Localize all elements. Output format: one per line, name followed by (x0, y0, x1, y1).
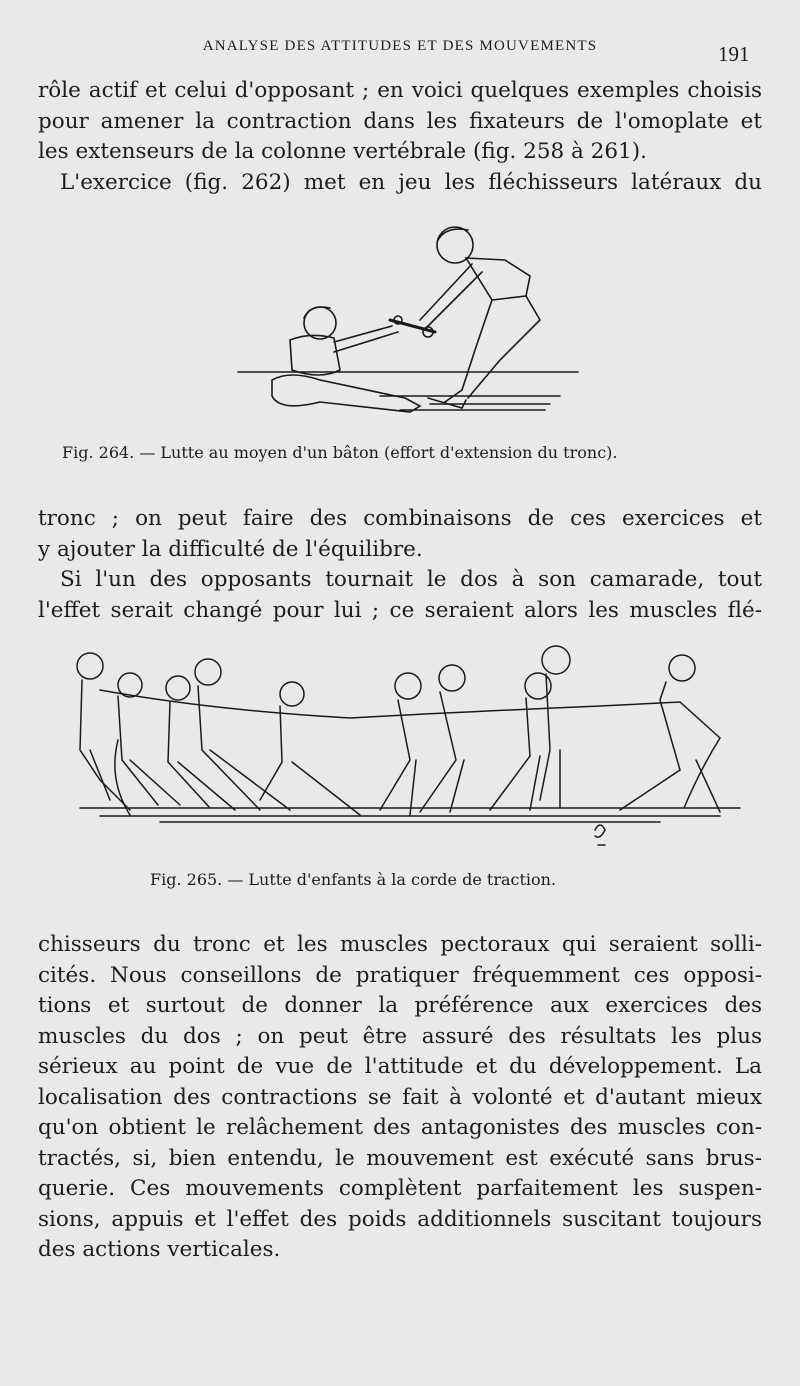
text-line: chisseurs du tronc et les muscles pectoraux qui seraient solli- (38, 932, 762, 957)
paragraph-top (38, 76, 762, 198)
text-line: tronc ; on peut faire des combinaisons de ces exercices et (38, 506, 762, 531)
text-line: muscles du dos ; on peut être assuré des résultats les plus (38, 1023, 762, 1049)
figure-265-illustration (60, 640, 750, 860)
text-line: localisation des contractions se fait à volonté et d'autant mieux (38, 1084, 762, 1110)
page-number: 191 (718, 42, 750, 66)
text-line: tractés, si, bien entendu, le mouvement est exécuté sans brus- (38, 1145, 762, 1171)
text-line: rôle actif et celui d'opposant ; en voici quelques exemples choisis (38, 78, 762, 103)
figure-264-illustration (230, 220, 590, 425)
text-line: L'exercice (fig. 262) met en jeu les fléchisseurs latéraux du (60, 169, 762, 195)
text-line: sions, appuis et l'effet des poids additionnels suscitant toujours (38, 1206, 762, 1232)
text-line: qu'on obtient le relâchement des antagonistes des muscles con- (38, 1115, 762, 1140)
text-line: tions et surtout de donner la préférence aux exercices des (38, 993, 762, 1018)
text-line: les extenseurs de la colonne vertébrale (fig. 258 à 261). (38, 139, 647, 164)
text-line: l'effet serait changé pour lui ; ce seraient alors les muscles flé- (38, 597, 762, 623)
text-line: y ajouter la difficulté de l'équilibre. (38, 536, 423, 562)
text-line: Si l'un des opposants tournait le dos à son camarade, tout (60, 567, 762, 592)
text-line: cités. Nous conseillons de pratiquer fréquemment ces opposi- (38, 962, 762, 988)
text-line: sérieux au point de vue de l'attitude et du développement. La (38, 1054, 762, 1079)
text-line: des actions verticales. (38, 1237, 281, 1262)
figure-265-caption: Fig. 265. — Lutte d'enfants à la corde de traction. (150, 870, 557, 889)
paragraph-bottom (38, 930, 762, 1266)
running-head: ANALYSE DES ATTITUDES ET DES MOUVEMENTS (202, 38, 598, 54)
text-line: querie. Ces mouvements complètent parfaitement les suspen- (38, 1176, 762, 1201)
text-line: pour amener la contraction dans les fixateurs de l'omoplate et (38, 108, 762, 134)
paragraph-middle (38, 504, 762, 626)
figure-264-caption: Fig. 264. — Lutte au moyen d'un bâton (effort d'extension du tronc). (62, 443, 618, 462)
